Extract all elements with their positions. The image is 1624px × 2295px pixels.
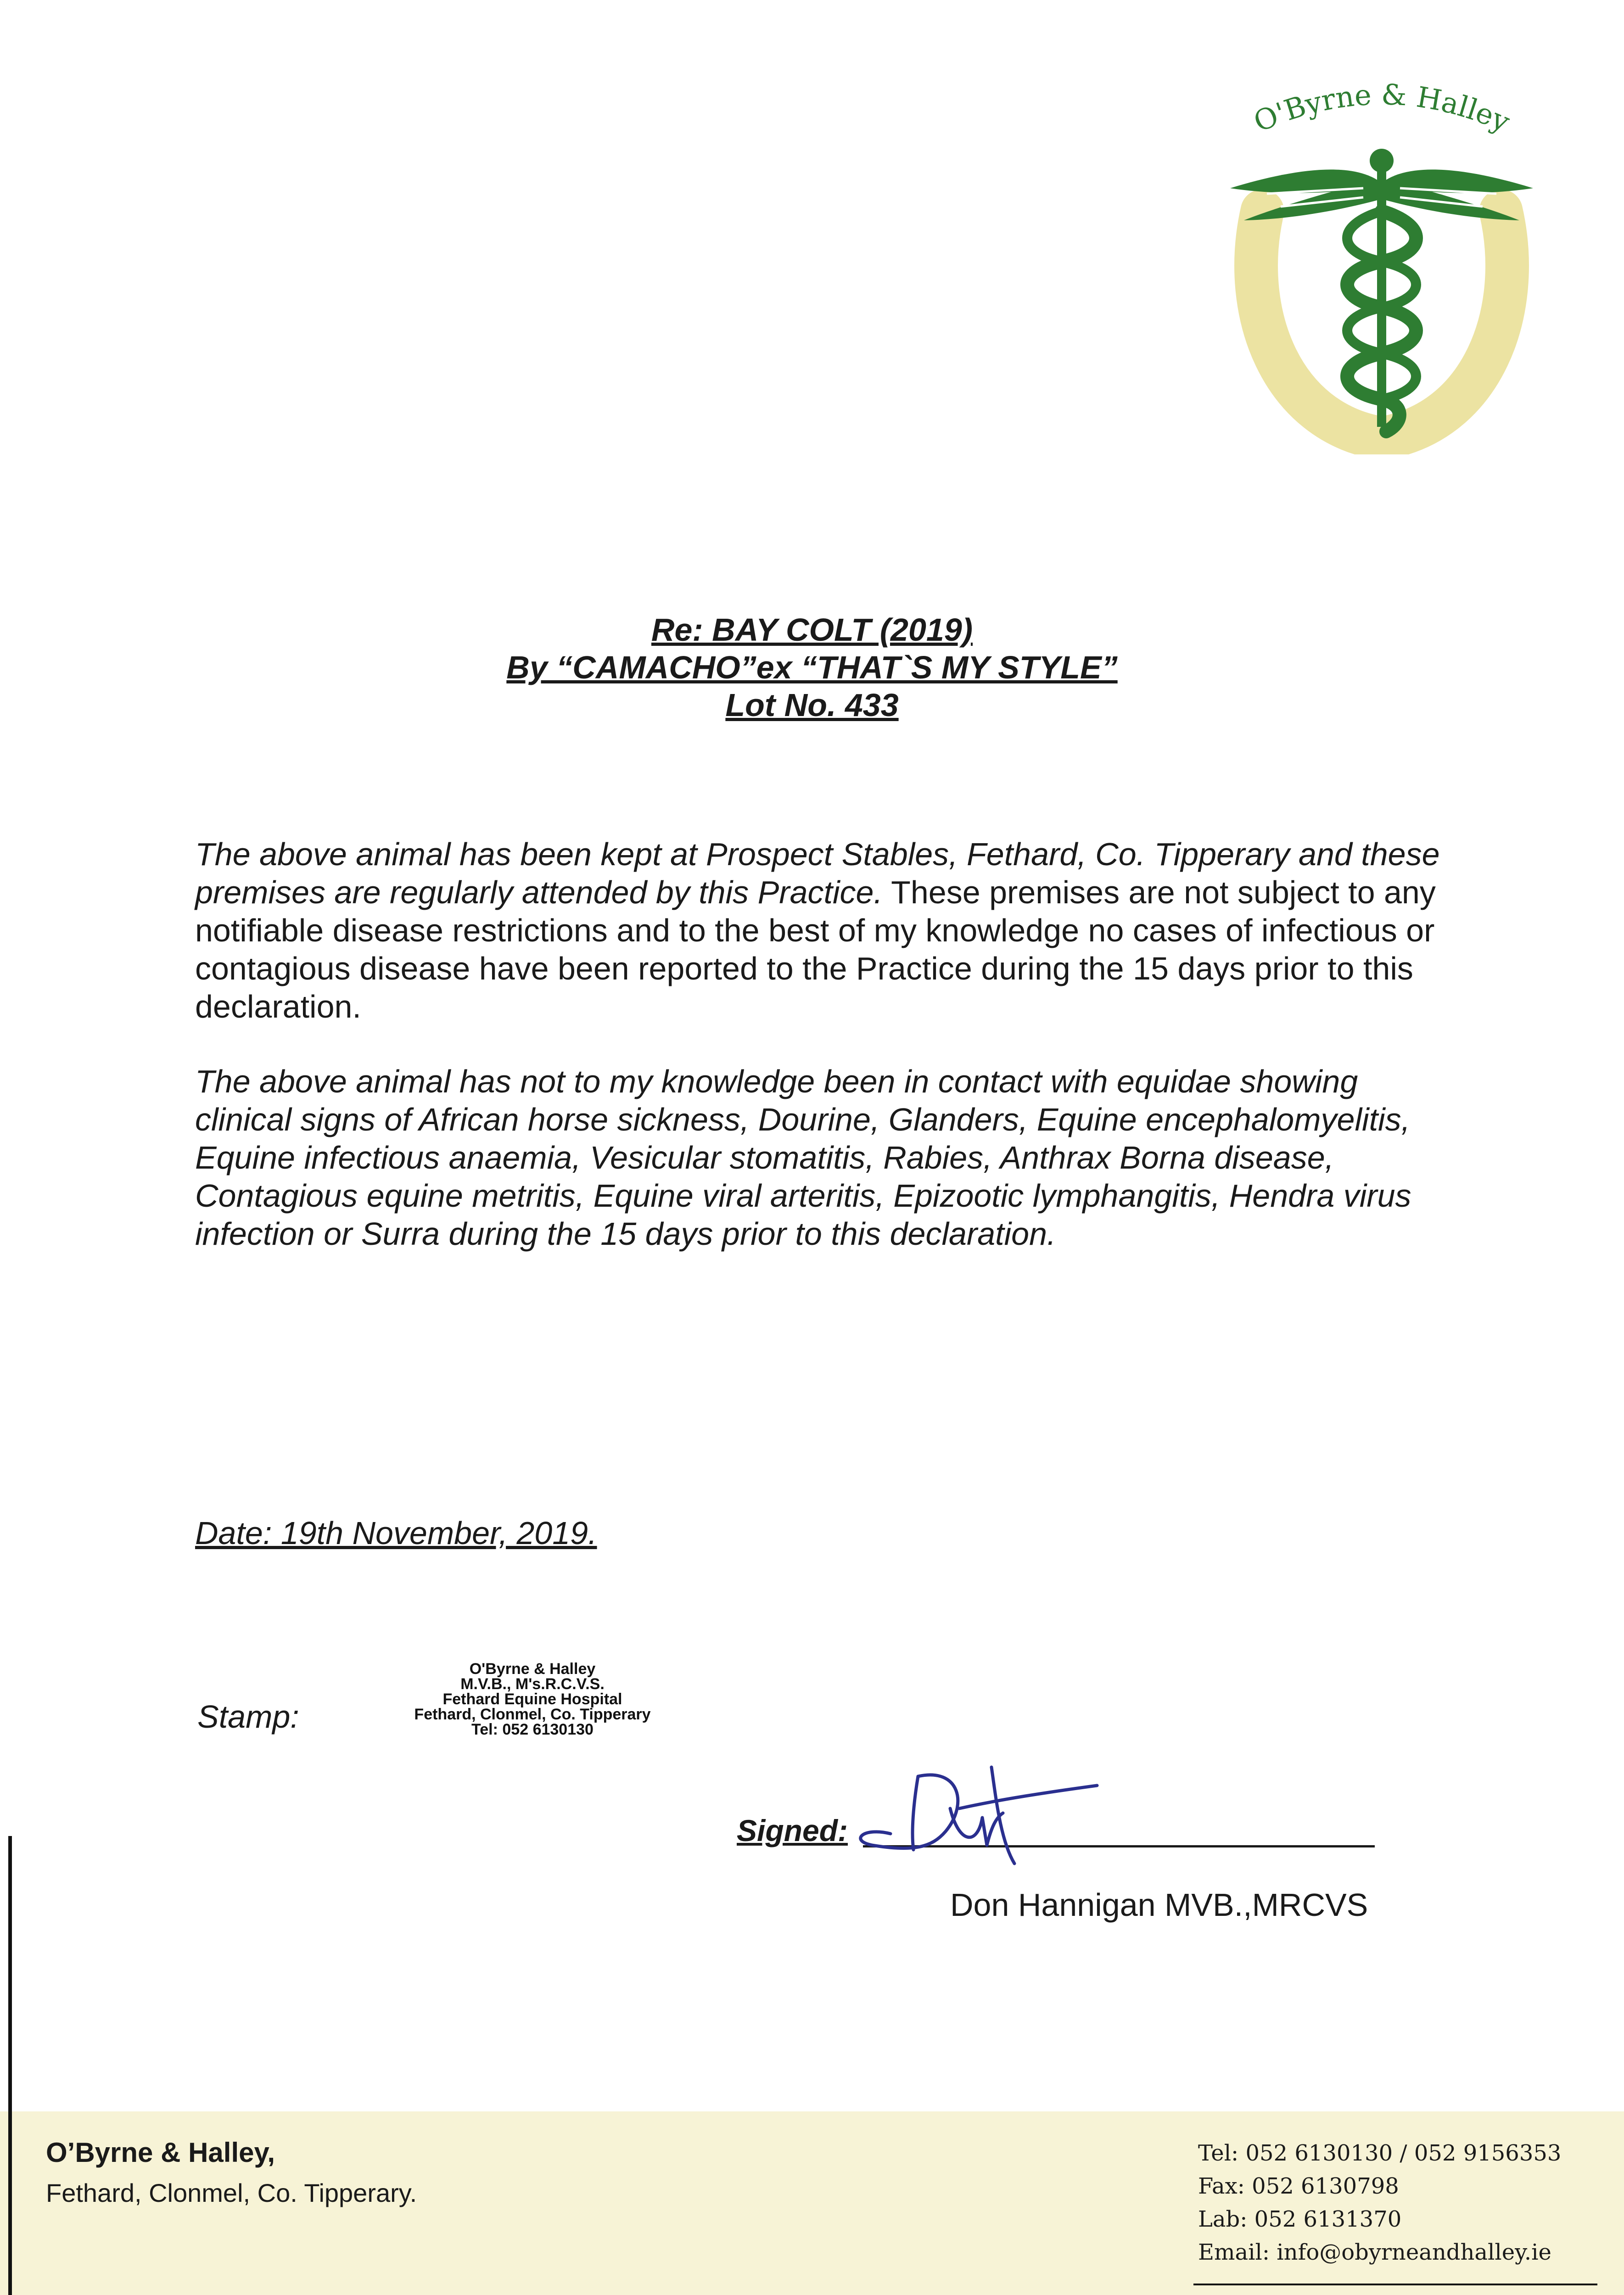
stamp-line: Fethard, Clonmel, Co. Tipperary [414,1706,651,1723]
footer-rule [1193,2284,1597,2285]
heading-breeding: By “CAMACHO”ex “THAT`S MY STYLE” [506,649,1118,685]
stamp-label: Stamp: [197,1699,299,1735]
stamp-line: M.V.B., M's.R.C.V.S. [460,1675,605,1693]
footer-email: Email: info@obyrneandhalley.ie [1198,2239,1551,2265]
signed-label: Signed: [737,1814,848,1847]
footer-fax: Fax: 052 6130798 [1198,2173,1399,2199]
declaration-date: Date: 19th November, 2019. [195,1515,597,1551]
signatory-name: Don Hannigan MVB.,MRCVS [950,1887,1368,1923]
stamp-line: O'Byrne & Halley [469,1660,596,1678]
scan-edge-mark [8,1836,12,2295]
practice-stamp [386,1662,679,1737]
declaration-paragraph-1 [195,835,1462,1026]
stamp-line: Tel: 052 6130130 [471,1721,594,1738]
handwritten-signature [854,1753,1111,1873]
practice-logo [1212,73,1551,454]
footer-tel: Tel: 052 6130130 / 052 9156353 [1198,2140,1562,2166]
footer-lab: Lab: 052 6131370 [1198,2206,1402,2232]
restrictions-statement: These premises are not subject to any notifiable disease restrictions and to the best of my knowledge no cases of infectious or contagious disease have been reported to the Practice during the 15 days prior to this declaration. [195,874,1436,1024]
premises-statement: The above animal has been kept at Prospect Stables, Fethard, Co. Tipperary and these premises are regularly attended by this Practice. [195,836,1440,910]
heading-subject: Re: BAY COLT (2019) [651,612,973,648]
stamp-line: Fethard Equine Hospital [442,1690,622,1708]
footer-contact [1198,2137,1561,2269]
footer-practice-name: O’Byrne & Halley, [46,2137,275,2168]
footer-address: Fethard, Clonmel, Co. Tipperary. [46,2178,417,2207]
declaration-paragraph-2: The above animal has not to my knowledge been in contact with equidae showing clinical signs of African horse sickness, Dourine, Glanders, Equine encephalomyelitis, Equine infectious anaemia, Vesicular stomatitis, Rabies, Anthrax Borna disease, Contagious equine metritis, Equine viral arteritis, Epizootic lymphangitis, Hendra virus infection or Surra during the 15 days prior to this declaration. [195,1064,1411,1252]
logo-brand-text: O'Byrne & Halley [1249,77,1515,139]
svg-text:O'Byrne & Halley [1249,78,1515,139]
heading-lot-number: Lot No. 433 [725,687,899,723]
